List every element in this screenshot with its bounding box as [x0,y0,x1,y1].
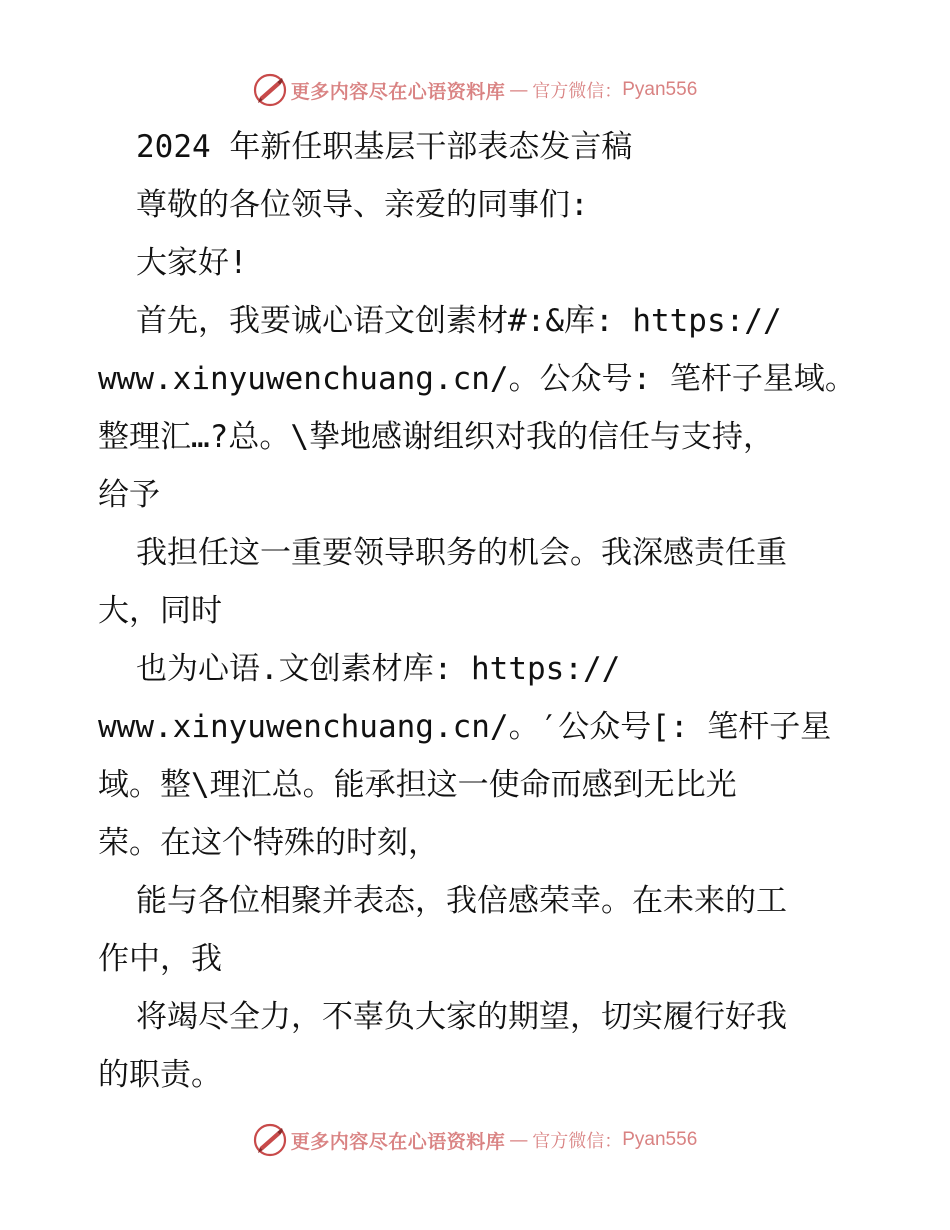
text-line: 能与各位相聚并表态，我倍感荣幸。在未来的工 [136,883,787,919]
text-line: 将竭尽全力，不辜负大家的期望，切实履行好我 [136,999,787,1035]
text-line: 我担任这一重要领导职务的机会。我深感责任重 [136,535,787,571]
text-line: 的职责。 [98,1057,222,1093]
banner-separator: — [509,1129,529,1151]
banner-text: 更多内容尽在心语资料库 [290,80,506,103]
header-banner [0,72,950,108]
text-line: www.xinyuwenchuang.cn/。公众号: 笔杆子星域。 [98,361,856,397]
document-title: 2024 年新任职基层干部表态发言稿 [136,129,633,165]
pen-logo-icon [253,73,287,107]
text-line: 也为心语.文创素材库: https:// [136,651,621,687]
banner-separator: — [509,79,529,101]
text-line: 给予 [98,477,160,513]
banner-wechat-id: Pyan556 [622,1129,698,1150]
pen-logo-icon [253,1123,287,1157]
text-line: 大家好! [136,245,248,281]
banner-wechat-label: 官方微信： [532,81,623,102]
text-line: 域。整\理汇总。能承担这一使命而感到无比光 [98,767,737,803]
text-line: 大，同时 [98,593,222,629]
text-line: 荣。在这个特殊的时刻， [98,825,439,861]
text-line: www.xinyuwenchuang.cn/。′公众号[: 笔杆子星 [98,709,832,745]
text-line: 尊敬的各位领导、亲爱的同事们: [136,187,589,223]
banner-wechat-id: Pyan556 [622,79,698,100]
document-body [98,118,858,1104]
footer-banner [0,1122,950,1158]
text-line: 作中，我 [98,941,222,977]
banner-text: 更多内容尽在心语资料库 [290,1130,506,1153]
text-line: 首先，我要诚心语文创素材#:&库: https:// [136,303,782,339]
text-line: 整理汇…?总。\挚地感谢组织对我的信任与支持， [98,419,774,455]
banner-wechat-label: 官方微信： [532,1131,623,1152]
